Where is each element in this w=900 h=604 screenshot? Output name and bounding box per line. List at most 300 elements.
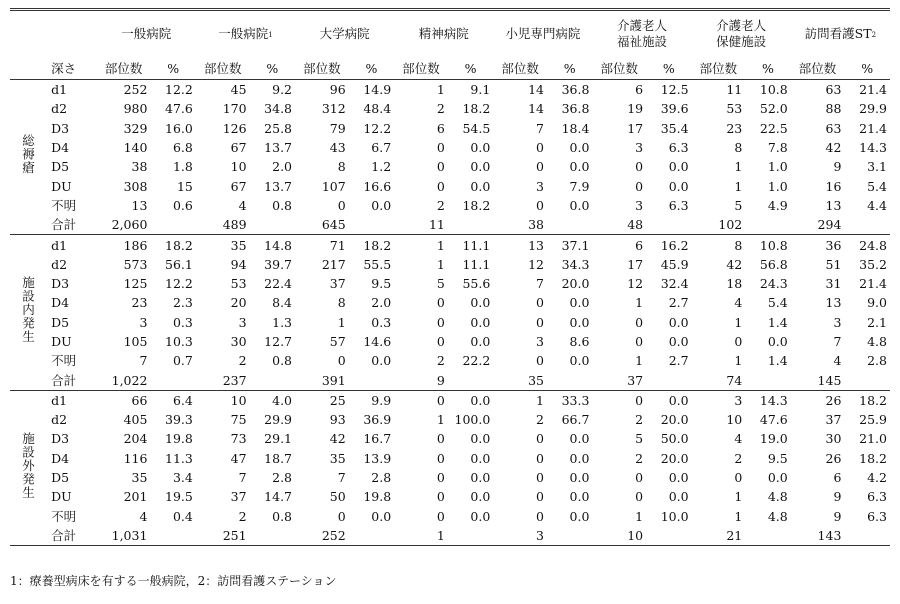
count-cell: 3 bbox=[238, 314, 247, 330]
percent-cell: 0.0 bbox=[569, 508, 590, 524]
count-cell: 1 bbox=[436, 237, 445, 253]
count-cell: 7 bbox=[536, 276, 544, 292]
percent-cell: 14.8 bbox=[264, 237, 293, 253]
depth-cell: d1 bbox=[51, 82, 68, 98]
percent-cell bbox=[150, 370, 195, 390]
percent-cell: 8.4 bbox=[272, 295, 293, 311]
count-cell: 1,022 bbox=[111, 372, 148, 388]
count-cell: 12 bbox=[528, 256, 544, 272]
subheader-row bbox=[10, 57, 890, 80]
count-cell: 13 bbox=[825, 197, 842, 213]
header-corner bbox=[45, 10, 97, 58]
percent-cell: 7.8 bbox=[767, 140, 788, 156]
percent-cell: 0.0 bbox=[470, 489, 491, 505]
percent-cell: 12.7 bbox=[264, 334, 293, 349]
group-label: 施設内発生 bbox=[20, 276, 36, 344]
count-header: 部位数 bbox=[699, 60, 738, 76]
count-cell: 71 bbox=[329, 237, 346, 253]
percent-cell: 0.0 bbox=[569, 140, 590, 156]
count-cell: 6 bbox=[436, 120, 445, 136]
count-cell: 0 bbox=[536, 197, 544, 213]
percent-cell: 5.4 bbox=[767, 295, 788, 311]
count-cell: 9 bbox=[833, 159, 842, 175]
count-cell: 74 bbox=[726, 372, 743, 388]
percent-cell: 47.6 bbox=[759, 412, 788, 428]
table-row bbox=[10, 274, 890, 293]
count-cell: 35 bbox=[230, 237, 247, 253]
percent-cell: 1.2 bbox=[371, 159, 392, 175]
percent-cell: 16.7 bbox=[363, 431, 392, 447]
table-row bbox=[10, 293, 890, 312]
percent-cell: 0.0 bbox=[470, 431, 491, 447]
percent-cell bbox=[745, 370, 790, 390]
percent-header: % bbox=[861, 60, 874, 76]
count-cell: 7 bbox=[536, 120, 544, 136]
count-cell: 63 bbox=[825, 82, 842, 98]
count-cell: 20 bbox=[230, 295, 247, 311]
count-cell: 0 bbox=[635, 470, 644, 486]
percent-cell: 0.0 bbox=[767, 334, 788, 349]
percent-cell: 14.7 bbox=[264, 489, 293, 505]
count-cell: 0 bbox=[436, 450, 445, 466]
percent-cell: 16.2 bbox=[660, 237, 689, 253]
count-cell: 31 bbox=[825, 276, 842, 292]
percent-cell: 0.0 bbox=[371, 353, 392, 369]
percent-cell: 0.8 bbox=[272, 197, 293, 213]
count-cell: 19 bbox=[627, 101, 644, 117]
percent-cell: 47.6 bbox=[165, 101, 193, 117]
percent-cell bbox=[547, 370, 592, 390]
percent-cell bbox=[646, 370, 691, 390]
count-cell: 1 bbox=[734, 159, 743, 175]
count-cell: 42 bbox=[726, 256, 743, 272]
count-cell: 0 bbox=[536, 489, 544, 505]
percent-cell: 6.3 bbox=[867, 489, 887, 505]
count-cell: 38 bbox=[528, 217, 544, 233]
percent-cell: 18.2 bbox=[462, 101, 491, 117]
percent-cell: 56.1 bbox=[165, 256, 193, 272]
percent-cell: 36.9 bbox=[363, 412, 392, 428]
count-cell: 25 bbox=[329, 392, 346, 408]
percent-cell: 21.0 bbox=[859, 431, 887, 447]
count-cell: 573 bbox=[123, 256, 148, 272]
count-cell: 217 bbox=[321, 256, 346, 272]
pressure-ulcer-table bbox=[10, 8, 890, 546]
percent-cell: 2.3 bbox=[172, 295, 193, 311]
count-cell: 0 bbox=[635, 178, 644, 194]
count-cell: 6 bbox=[635, 237, 644, 253]
percent-header: % bbox=[464, 60, 477, 76]
count-cell: 489 bbox=[222, 217, 247, 233]
count-cell: 3 bbox=[536, 178, 544, 194]
depth-cell: 合計 bbox=[51, 217, 77, 233]
percent-cell: 18.2 bbox=[859, 450, 887, 466]
count-cell: 0 bbox=[734, 470, 743, 486]
count-cell: 2 bbox=[436, 353, 445, 369]
percent-cell bbox=[448, 215, 493, 235]
percent-cell: 0.0 bbox=[470, 140, 491, 156]
count-cell: 0 bbox=[536, 508, 544, 524]
percent-cell: 55.5 bbox=[363, 256, 392, 272]
percent-cell: 22.4 bbox=[264, 276, 293, 292]
count-cell: 0 bbox=[337, 353, 346, 369]
count-cell: 1 bbox=[436, 527, 445, 543]
footnote-marker: 1 bbox=[268, 31, 273, 39]
count-cell: 14 bbox=[528, 101, 544, 117]
count-cell: 96 bbox=[329, 82, 346, 98]
percent-cell: 0.8 bbox=[272, 508, 293, 524]
percent-cell bbox=[349, 215, 394, 235]
count-cell: 145 bbox=[817, 372, 842, 388]
percent-cell: 2.8 bbox=[371, 470, 392, 486]
percent-cell: 0.3 bbox=[371, 314, 392, 330]
percent-cell: 6.3 bbox=[668, 140, 689, 156]
percent-cell: 19.5 bbox=[165, 489, 193, 505]
percent-cell: 39.6 bbox=[660, 101, 689, 117]
count-cell: 0 bbox=[536, 314, 544, 330]
percent-cell: 0.0 bbox=[668, 489, 689, 505]
percent-cell: 0.0 bbox=[668, 314, 689, 330]
percent-cell: 0.0 bbox=[668, 178, 689, 194]
depth-cell: DU bbox=[51, 334, 72, 349]
table-row bbox=[10, 138, 890, 157]
depth-cell: d2 bbox=[51, 256, 68, 272]
percent-cell: 0.0 bbox=[767, 470, 788, 486]
percent-cell: 34.3 bbox=[561, 256, 590, 272]
depth-cell: 不明 bbox=[51, 508, 77, 524]
percent-cell: 0.0 bbox=[470, 159, 491, 175]
percent-cell: 3.1 bbox=[867, 159, 887, 175]
count-cell: 0 bbox=[436, 159, 445, 175]
count-cell: 252 bbox=[321, 527, 346, 543]
depth-cell: D3 bbox=[51, 431, 70, 447]
percent-cell: 4.4 bbox=[867, 197, 887, 213]
percent-cell: 1.0 bbox=[767, 178, 788, 194]
count-cell: 2 bbox=[238, 353, 247, 369]
count-cell: 30 bbox=[825, 431, 842, 447]
count-cell: 8 bbox=[337, 159, 346, 175]
percent-cell: 4.9 bbox=[767, 197, 788, 213]
percent-cell: 22.5 bbox=[759, 120, 788, 136]
percent-cell: 21.4 bbox=[859, 120, 887, 136]
percent-cell: 1.8 bbox=[172, 159, 193, 175]
count-cell: 17 bbox=[627, 256, 644, 272]
count-cell: 8 bbox=[734, 237, 743, 253]
percent-cell: 9.5 bbox=[767, 450, 788, 466]
count-cell: 0 bbox=[635, 334, 644, 349]
percent-cell: 54.5 bbox=[462, 120, 491, 136]
percent-cell: 0.0 bbox=[470, 450, 491, 466]
count-cell: 4 bbox=[833, 353, 842, 369]
count-cell: 186 bbox=[123, 237, 148, 253]
count-cell: 12 bbox=[627, 276, 644, 292]
table-row bbox=[10, 313, 890, 332]
table-row bbox=[10, 255, 890, 274]
percent-cell: 0.0 bbox=[668, 392, 689, 408]
table-row bbox=[10, 507, 890, 526]
count-cell: 45 bbox=[230, 82, 247, 98]
percent-cell: 14.3 bbox=[859, 140, 887, 156]
count-cell: 0 bbox=[536, 140, 544, 156]
column-header bbox=[592, 10, 691, 58]
count-cell: 30 bbox=[230, 334, 247, 349]
count-cell: 5 bbox=[734, 197, 743, 213]
count-cell: 3 bbox=[635, 140, 644, 156]
count-cell: 3 bbox=[734, 392, 743, 408]
count-cell: 63 bbox=[825, 120, 842, 136]
percent-cell: 8.6 bbox=[569, 334, 590, 349]
table-row bbox=[10, 410, 890, 429]
count-cell: 9 bbox=[436, 372, 445, 388]
depth-cell: D5 bbox=[51, 159, 70, 175]
count-cell: 0 bbox=[436, 295, 445, 311]
count-cell: 79 bbox=[329, 120, 346, 136]
count-cell: 1 bbox=[734, 508, 743, 524]
table-row bbox=[10, 235, 890, 255]
count-cell: 17 bbox=[627, 120, 644, 136]
percent-cell: 0.0 bbox=[470, 392, 491, 408]
percent-cell: 9.5 bbox=[371, 276, 392, 292]
percent-cell: 0.0 bbox=[470, 470, 491, 486]
table-row bbox=[10, 370, 890, 390]
count-cell: 4 bbox=[139, 508, 148, 524]
column-header-name: 一般病院 bbox=[218, 26, 269, 41]
percent-header: % bbox=[563, 60, 576, 76]
percent-cell: 0.0 bbox=[569, 489, 590, 505]
percent-cell: 10.8 bbox=[759, 82, 788, 98]
header-corner bbox=[10, 57, 45, 80]
count-cell: 5 bbox=[635, 431, 644, 447]
count-cell: 1 bbox=[734, 178, 743, 194]
percent-cell: 29.9 bbox=[264, 412, 293, 428]
percent-cell: 29.1 bbox=[264, 431, 293, 447]
count-cell: 88 bbox=[825, 101, 842, 117]
percent-cell: 18.2 bbox=[859, 392, 887, 408]
table-row bbox=[10, 351, 890, 370]
count-cell: 7 bbox=[238, 470, 247, 486]
percent-cell: 4.2 bbox=[867, 470, 887, 486]
count-cell: 1 bbox=[436, 256, 445, 272]
percent-cell: 37.1 bbox=[561, 237, 590, 253]
count-header: 部位数 bbox=[203, 60, 242, 76]
percent-cell: 2.1 bbox=[867, 314, 887, 330]
count-cell: 2 bbox=[635, 450, 644, 466]
count-cell: 4 bbox=[734, 295, 743, 311]
count-cell: 9 bbox=[833, 489, 842, 505]
count-cell: 204 bbox=[123, 431, 148, 447]
count-cell: 308 bbox=[123, 178, 148, 194]
percent-cell bbox=[646, 215, 691, 235]
percent-cell: 9.1 bbox=[470, 82, 491, 98]
depth-cell: DU bbox=[51, 489, 72, 505]
count-cell: 3 bbox=[536, 527, 544, 543]
percent-cell: 4.8 bbox=[767, 489, 788, 505]
count-cell: 1 bbox=[536, 392, 544, 408]
count-cell: 2 bbox=[734, 450, 743, 466]
percent-cell: 0.0 bbox=[470, 508, 491, 524]
count-cell: 0 bbox=[436, 334, 445, 349]
percent-cell: 0.0 bbox=[569, 159, 590, 175]
percent-cell: 2.8 bbox=[272, 470, 293, 486]
column-header bbox=[196, 10, 295, 58]
count-cell: 1 bbox=[436, 82, 445, 98]
footnote: 1：療養型病床を有する一般病院，2：訪問看護ステーション bbox=[10, 574, 337, 588]
percent-cell: 35.2 bbox=[859, 256, 887, 272]
percent-cell: 9.9 bbox=[371, 392, 392, 408]
column-header-name: 訪問看護ST bbox=[804, 26, 872, 41]
column-header bbox=[791, 10, 890, 58]
count-cell: 18 bbox=[726, 276, 743, 292]
percent-cell bbox=[844, 215, 890, 235]
count-cell: 312 bbox=[321, 101, 346, 117]
count-cell: 48 bbox=[627, 217, 644, 233]
percent-cell: 13.7 bbox=[264, 140, 293, 156]
count-cell: 1 bbox=[436, 412, 445, 428]
group-label: 施設外発生 bbox=[20, 431, 36, 500]
count-cell: 0 bbox=[436, 392, 445, 408]
table-row bbox=[10, 390, 890, 410]
table-row bbox=[10, 487, 890, 506]
percent-cell: 1.0 bbox=[767, 159, 788, 175]
percent-cell: 1.4 bbox=[767, 314, 788, 330]
count-header: 部位数 bbox=[303, 60, 341, 76]
depth-cell: 不明 bbox=[51, 197, 77, 213]
percent-cell: 14.6 bbox=[363, 334, 392, 349]
count-cell: 42 bbox=[329, 431, 346, 447]
percent-cell: 13.7 bbox=[264, 178, 293, 194]
column-header bbox=[97, 10, 196, 58]
percent-cell bbox=[547, 526, 592, 546]
count-cell: 11 bbox=[726, 82, 743, 98]
count-cell: 10 bbox=[230, 392, 247, 408]
depth-cell: D5 bbox=[51, 314, 70, 330]
percent-cell: 20.0 bbox=[660, 412, 689, 428]
count-cell: 0 bbox=[635, 159, 644, 175]
count-cell: 126 bbox=[222, 120, 247, 136]
count-cell: 405 bbox=[123, 412, 148, 428]
depth-cell: 不明 bbox=[51, 353, 77, 369]
count-cell: 0 bbox=[536, 450, 544, 466]
percent-cell: 2.0 bbox=[272, 159, 293, 175]
count-cell: 1,031 bbox=[111, 527, 148, 543]
count-cell: 329 bbox=[123, 120, 148, 136]
percent-cell: 25.9 bbox=[859, 412, 887, 428]
percent-cell: 29.9 bbox=[859, 101, 887, 117]
count-cell: 8 bbox=[337, 295, 346, 311]
count-cell: 26 bbox=[825, 392, 842, 408]
percent-cell: 2.7 bbox=[668, 295, 689, 311]
percent-cell: 66.7 bbox=[561, 412, 590, 428]
percent-cell: 0.0 bbox=[371, 508, 392, 524]
count-cell: 94 bbox=[230, 256, 247, 272]
percent-cell: 0.0 bbox=[569, 314, 590, 330]
count-cell: 0 bbox=[436, 489, 445, 505]
count-header: 部位数 bbox=[104, 60, 143, 76]
group-label-cell bbox=[10, 390, 45, 545]
table-row bbox=[10, 332, 890, 351]
percent-cell: 12.2 bbox=[363, 120, 392, 136]
depth-cell: d1 bbox=[51, 237, 68, 253]
count-cell: 143 bbox=[817, 527, 842, 543]
count-cell: 2 bbox=[238, 508, 247, 524]
percent-cell: 2.7 bbox=[668, 353, 689, 369]
percent-header: % bbox=[365, 60, 378, 76]
percent-cell: 18.2 bbox=[165, 237, 193, 253]
count-cell: 37 bbox=[825, 412, 842, 428]
column-header bbox=[493, 10, 592, 58]
count-cell: 0 bbox=[436, 431, 445, 447]
percent-cell bbox=[349, 526, 394, 546]
table-wrapper bbox=[10, 8, 890, 546]
percent-cell: 45.9 bbox=[660, 256, 689, 272]
count-cell: 201 bbox=[123, 489, 148, 505]
percent-cell bbox=[250, 215, 295, 235]
table-row bbox=[10, 215, 890, 235]
facility-header-row bbox=[10, 10, 890, 58]
percent-cell: 15 bbox=[176, 178, 193, 194]
count-cell: 73 bbox=[230, 431, 247, 447]
count-cell: 116 bbox=[123, 450, 148, 466]
percent-cell bbox=[250, 526, 295, 546]
table-row bbox=[10, 157, 890, 176]
footnote-marker: 2 bbox=[871, 31, 877, 39]
table-row bbox=[10, 99, 890, 118]
count-cell: 645 bbox=[321, 217, 346, 233]
percent-cell: 0.8 bbox=[272, 353, 293, 369]
count-cell: 102 bbox=[718, 217, 743, 233]
count-cell: 391 bbox=[321, 372, 346, 388]
percent-cell: 12.2 bbox=[165, 276, 193, 292]
count-cell: 93 bbox=[329, 412, 346, 428]
count-cell: 8 bbox=[734, 140, 743, 156]
percent-cell: 6.3 bbox=[867, 508, 887, 524]
percent-cell: 0.4 bbox=[172, 508, 193, 524]
count-cell: 6 bbox=[833, 470, 842, 486]
count-cell: 4 bbox=[238, 197, 247, 213]
percent-cell: 39.7 bbox=[264, 256, 293, 272]
percent-cell: 0.0 bbox=[569, 353, 590, 369]
percent-cell: 21.4 bbox=[859, 276, 887, 292]
count-cell: 2 bbox=[635, 412, 644, 428]
count-cell: 42 bbox=[825, 140, 842, 156]
percent-cell: 20.0 bbox=[561, 276, 590, 292]
percent-cell: 34.8 bbox=[264, 101, 293, 117]
percent-cell: 100.0 bbox=[454, 412, 491, 428]
column-header-name: 介護老人 福祉施設 bbox=[617, 18, 668, 49]
count-cell: 75 bbox=[230, 412, 247, 428]
count-cell: 43 bbox=[329, 140, 346, 156]
percent-cell: 10.8 bbox=[759, 237, 788, 253]
count-cell: 7 bbox=[833, 334, 842, 349]
percent-cell: 14.3 bbox=[759, 392, 788, 408]
count-cell: 26 bbox=[825, 450, 842, 466]
percent-cell: 21.4 bbox=[859, 82, 887, 98]
percent-cell: 10.3 bbox=[165, 334, 193, 349]
depth-cell: d2 bbox=[51, 412, 68, 428]
column-header-name: 介護老人 保健施設 bbox=[716, 18, 767, 49]
percent-header: % bbox=[662, 60, 675, 76]
percent-cell: 33.3 bbox=[561, 392, 590, 408]
count-cell: 6 bbox=[635, 82, 644, 98]
percent-cell: 11.1 bbox=[462, 256, 491, 272]
percent-cell: 24.3 bbox=[759, 276, 788, 292]
count-cell: 23 bbox=[131, 295, 148, 311]
percent-cell: 50.0 bbox=[660, 431, 689, 447]
percent-cell: 6.8 bbox=[172, 140, 193, 156]
table-row bbox=[10, 526, 890, 546]
depth-cell: D5 bbox=[51, 470, 70, 486]
count-cell: 0 bbox=[436, 314, 445, 330]
